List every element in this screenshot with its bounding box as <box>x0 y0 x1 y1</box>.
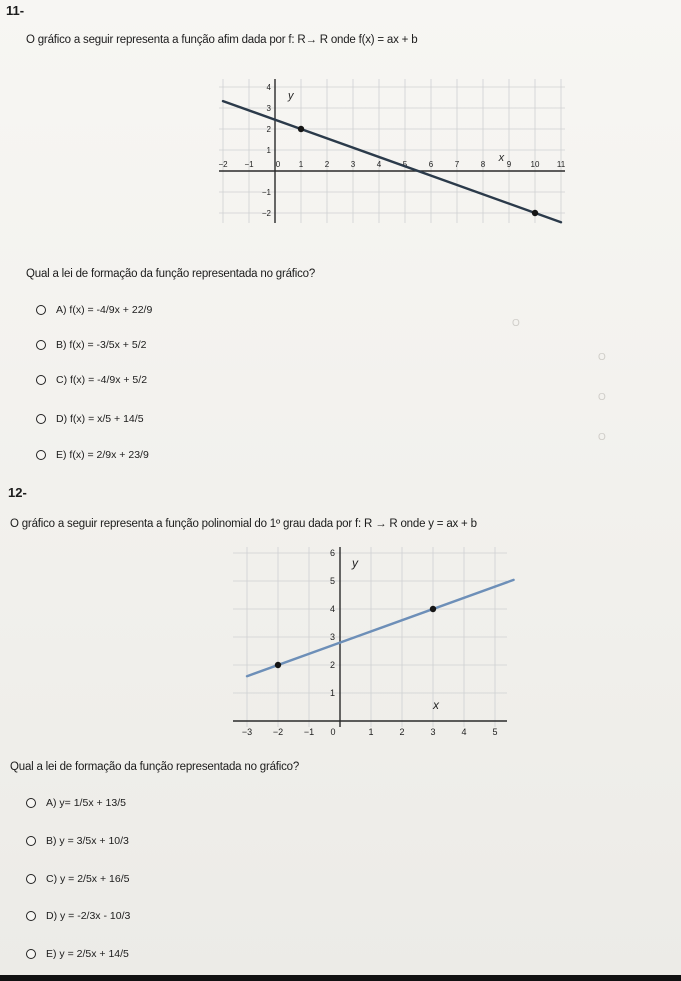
bottom-border <box>0 975 681 981</box>
y-tick-label: 1 <box>266 145 271 155</box>
y-tick-label: 2 <box>266 124 271 134</box>
x-axis-label: x <box>433 698 439 712</box>
question-number: 11- <box>6 3 25 18</box>
x-tick-label: −1 <box>303 727 315 737</box>
function-line <box>247 580 514 676</box>
y-axis-label: y <box>288 90 294 102</box>
data-point <box>532 210 538 216</box>
bleed-through-text: O <box>512 318 520 329</box>
data-point <box>430 606 436 612</box>
x-tick-label: −2 <box>272 727 284 737</box>
radio-button[interactable] <box>26 874 36 884</box>
radio-button[interactable] <box>36 375 46 385</box>
y-tick-label: 4 <box>329 604 335 615</box>
x-tick-label: 3 <box>350 160 356 169</box>
option-label: A) f(x) = -4/9x + 22/9 <box>56 304 153 316</box>
option-label: E) y = 2/5x + 14/5 <box>46 948 129 960</box>
y-tick-label: 5 <box>329 576 335 587</box>
option-label: D) y = -2/3x - 10/3 <box>46 910 131 922</box>
y-tick-label: 3 <box>329 632 335 643</box>
bleed-through-text: O <box>598 432 606 443</box>
radio-button[interactable] <box>36 450 46 460</box>
radio-button[interactable] <box>26 949 36 959</box>
x-tick-label: 4 <box>376 160 382 169</box>
y-tick-label: 6 <box>329 548 335 559</box>
y-axis-label: y <box>352 556 358 570</box>
y-tick-label: −2 <box>261 208 271 218</box>
radio-button[interactable] <box>36 414 46 424</box>
y-tick-label: −1 <box>261 187 271 197</box>
x-tick-label: 3 <box>430 727 436 737</box>
bleed-through-text: O <box>598 352 606 363</box>
x-tick-label: 11 <box>556 160 566 169</box>
radio-button[interactable] <box>26 911 36 921</box>
x-tick-label: 5 <box>402 160 408 169</box>
option-c[interactable] <box>26 873 129 885</box>
x-tick-label: 1 <box>368 727 374 737</box>
x-tick-label: 4 <box>461 727 467 737</box>
option-label: D) f(x) = x/5 + 14/5 <box>56 413 144 425</box>
option-a[interactable] <box>36 304 152 316</box>
option-label: A) y= 1/5x + 13/5 <box>46 797 126 809</box>
data-point <box>298 126 304 132</box>
radio-button[interactable] <box>36 305 46 315</box>
bleed-through-text: O <box>598 392 606 403</box>
question-statement: O gráfico a seguir representa a função afim dada por f: R→ R onde f(x) = ax + b <box>26 34 418 46</box>
x-tick-label: 1 <box>298 160 304 169</box>
x-tick-label: 2 <box>399 727 405 737</box>
option-d[interactable] <box>36 413 144 425</box>
function-graph-12 <box>225 540 525 745</box>
x-tick-label: 9 <box>506 160 512 169</box>
y-tick-label: 2 <box>329 660 335 671</box>
option-label: C) f(x) = -4/9x + 5/2 <box>56 374 148 386</box>
x-tick-label: −1 <box>244 160 254 169</box>
y-tick-label: 4 <box>266 82 271 92</box>
option-b[interactable] <box>26 835 129 847</box>
question-number: 12- <box>8 485 27 500</box>
question-statement: O gráfico a seguir representa a função polinomial do 1º grau dada por f: R → R onde y = ax + b <box>10 518 477 530</box>
x-tick-label: 0 <box>275 160 281 169</box>
option-a[interactable] <box>26 797 126 809</box>
option-e[interactable] <box>36 449 149 461</box>
x-tick-label: 6 <box>428 160 434 169</box>
x-tick-label: 10 <box>530 160 540 169</box>
x-tick-label: −3 <box>241 727 253 737</box>
y-tick-label: 3 <box>266 103 271 113</box>
x-tick-label: 7 <box>454 160 460 169</box>
x-tick-label: 8 <box>480 160 486 169</box>
option-label: C) y = 2/5x + 16/5 <box>46 873 130 885</box>
y-tick-label: 1 <box>329 688 335 699</box>
option-label: B) f(x) = -3/5x + 5/2 <box>56 339 147 351</box>
option-c[interactable] <box>36 374 147 386</box>
option-label: B) y = 3/5x + 10/3 <box>46 835 129 847</box>
radio-button[interactable] <box>26 798 36 808</box>
question-prompt: Qual a lei de formação da função representada no gráfico? <box>26 268 316 280</box>
x-tick-label: −2 <box>218 160 228 169</box>
radio-button[interactable] <box>36 340 46 350</box>
option-e[interactable] <box>26 948 129 960</box>
x-axis-label: x <box>498 152 505 164</box>
x-tick-label: 2 <box>324 160 330 169</box>
radio-button[interactable] <box>26 836 36 846</box>
data-point <box>275 662 281 668</box>
question-prompt: Qual a lei de formação da função representada no gráfico? <box>10 761 300 773</box>
x-tick-label: 0 <box>330 727 336 737</box>
x-tick-label: 5 <box>492 727 498 737</box>
option-d[interactable] <box>26 910 130 922</box>
option-b[interactable] <box>36 339 146 351</box>
function-graph-11 <box>215 60 585 240</box>
option-label: E) f(x) = 2/9x + 23/9 <box>56 449 149 461</box>
